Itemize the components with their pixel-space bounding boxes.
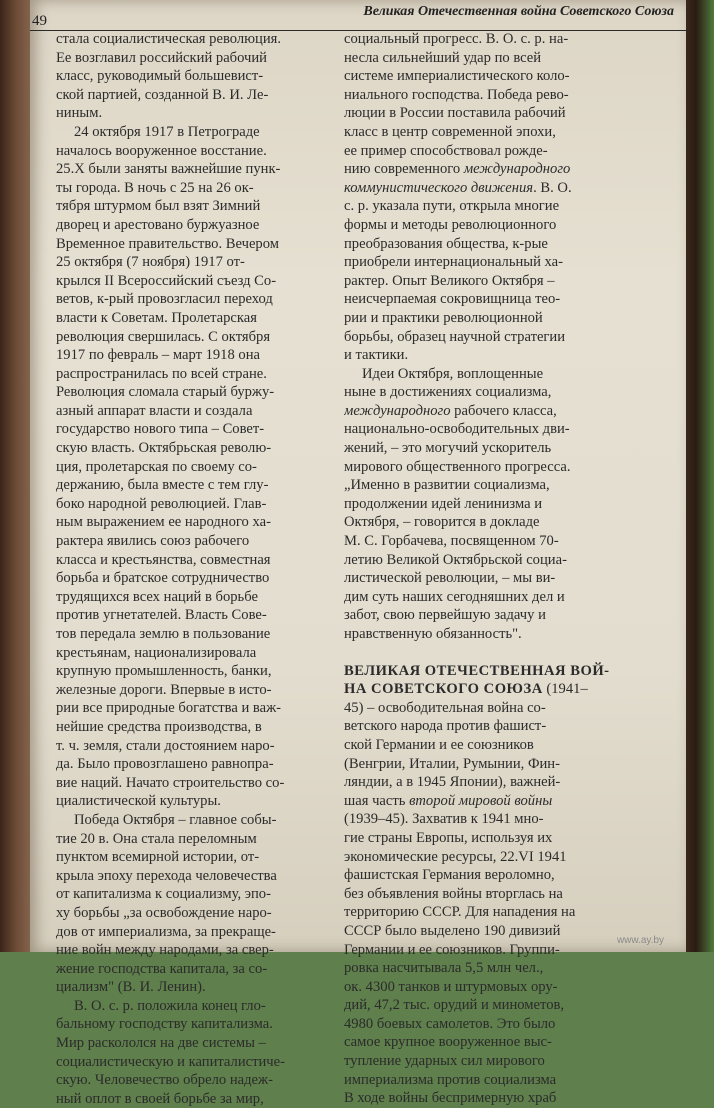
text-line: Победа Октября – главное собы- [74, 811, 277, 828]
text-line: власти к Советам. Пролетарская [56, 309, 257, 326]
text-line: Революция сломала старый буржу- [56, 384, 275, 401]
text-line: 1917 по февраль – март 1918 она [56, 347, 261, 364]
text-line: Идеи Октября, воплощенные [362, 365, 544, 382]
text-line: борьбы, образец научной стратегии [344, 328, 566, 345]
text-line: нию современного международного [344, 161, 571, 178]
text-line: вие наций. Начато строительство со- [56, 774, 285, 791]
text-line: М. С. Горбачева, посвященном 70- [344, 533, 559, 550]
book-binding-left [0, 0, 34, 952]
text-line: бальному господству капитализма. [56, 1016, 273, 1033]
text-line: продолжении идей ленинизма и [344, 495, 543, 512]
text-line: ветского народа против фашист- [344, 718, 547, 735]
text-line: шая часть второй мировой войны [344, 792, 553, 809]
text-line: международного рабочего класса, [344, 402, 557, 419]
text-line: 25.X были заняты важнейшие пунк- [56, 161, 281, 178]
page-number: 49 [32, 13, 47, 29]
text-line: рии все природные богатства и важ- [56, 700, 282, 717]
right-column [344, 30, 662, 1108]
text-line: „Именно в развитии социализма, [344, 477, 550, 494]
text-line: ние войн между народами, за свер- [56, 942, 274, 959]
text-line: класс в центр современной эпохи, [344, 123, 556, 140]
text-line: с. р. указала пути, открыла многие [344, 198, 560, 215]
text-line: ты города. В ночь с 25 на 26 ок- [56, 179, 254, 196]
text-line: системе империалистического коло- [344, 68, 570, 85]
text-line: нравственную обязанность". [344, 626, 522, 642]
text-line: жений, – это могучий ускоритель [344, 440, 552, 457]
text-line: дворец и арестовано буржуазное [56, 216, 260, 233]
text-line: ныне в достижениях социализма, [344, 384, 552, 401]
text-line: ным выражением ее народного ха- [56, 514, 271, 531]
text-line: железные дороги. Впервые в исто- [56, 681, 272, 698]
text-line: формы и методы революционного [344, 216, 557, 233]
text-line: рактера явились союз рабочего [56, 533, 250, 550]
text-line: несла сильнейший удар по всей [344, 49, 542, 66]
paragraph-october-ideas [344, 365, 662, 644]
text-line: держанию, была вместе с тем глу- [56, 477, 269, 494]
book-page [30, 0, 686, 1107]
text-line: крылся II Всероссийский съезд Со- [56, 272, 277, 289]
left-column [56, 30, 338, 1108]
text-line: ской партией, созданной В. И. Ле- [56, 86, 269, 103]
text-line: пунктом всемирной истории, от- [56, 849, 260, 866]
text-line: азный аппарат власти и создала [56, 402, 253, 419]
entry-heading-title: НА СОВЕТСКОГО СОЮЗА [344, 681, 543, 698]
text-line: класс, руководимый большевист- [56, 68, 264, 85]
text-line: империализма против социализма [344, 1071, 557, 1088]
text-line: ниального господства. Победа рево- [344, 86, 569, 103]
text-line: ный оплот в своей борьбе за мир, [56, 1090, 264, 1107]
text-line: циализм" (В. И. Ленин). [56, 979, 206, 996]
text-line: фашистская Германия вероломно, [344, 867, 555, 884]
text-line: боко народной революцией. Глав- [56, 495, 267, 512]
text-line: мирового общественного прогресса. [344, 458, 571, 475]
text-line: нейшие средства производства, в [56, 718, 262, 735]
text-line: 4980 боевых самолетов. Это было [344, 1015, 556, 1032]
text-line: экономические ресурсы, 22.VI 1941 [344, 848, 567, 865]
text-line: скую власть. Октябрьская револю- [56, 440, 272, 457]
text-line: В. О. с. р. положила конец гло- [74, 997, 266, 1014]
text-line: государство нового типа – Совет- [56, 421, 265, 438]
text-line: скую. Человечество обрело надеж- [56, 1072, 273, 1089]
watermark: www.ay.by [616, 935, 664, 946]
text-line: без объявления войны вторглась на [344, 885, 563, 902]
text-line: ция, пролетарская по своему со- [56, 458, 257, 475]
entry-body [344, 699, 662, 1108]
text-line: трудящихся всех наций в борьбе [56, 588, 258, 605]
text-line: рактер. Опыт Великого Октября – [344, 272, 555, 289]
text-line: приобрели интернациональный ха- [344, 254, 563, 271]
text-line: 25 октября (7 ноября) 1917 от- [56, 254, 245, 271]
text-line: В ходе войны беспримерную храб [344, 1090, 557, 1107]
text-line: революция свершилась. С октября [56, 328, 271, 345]
text-line: класса и крестьянства, совместная [56, 551, 271, 568]
text-line: рии и практики революционной [344, 309, 543, 326]
text-line: ниным. [56, 105, 103, 122]
text-line: тов передала землю в пользование [56, 626, 271, 642]
text-line: стала социалистическая революция. [56, 31, 282, 47]
text-line: 24 октября 1917 в Петрограде [74, 123, 260, 140]
text-line: 45) – освободительная война со- [344, 699, 546, 716]
text-line: от капитализма к социализму, эпо- [56, 886, 271, 903]
text-line: ее пример способствовал рожде- [344, 142, 548, 159]
text-line: социальный прогресс. В. О. с. р. на- [344, 31, 569, 47]
text-line: листической революции, – мы ви- [344, 570, 556, 587]
text-line: (1939–45). Захватив к 1941 мно- [344, 811, 544, 828]
entry-heading-line-1: ВЕЛИКАЯ ОТЕЧЕСТВЕННАЯ ВОЙ- [344, 662, 610, 679]
text-line: ской Германии и ее союзников [344, 736, 534, 753]
text-line: преобразования общества, к-рые [344, 235, 548, 252]
text-line: коммунистического движения. В. О. [344, 179, 572, 196]
text-line: территорию СССР. Для нападения на [344, 904, 576, 921]
text-line: борьба и братское сотрудничество [56, 570, 270, 587]
text-line: люции в России поставила рабочий [344, 105, 566, 122]
text-line: распространилась по всей стране. [56, 365, 267, 382]
text-line: Мир раскололся на две системы – [56, 1035, 266, 1052]
text-line: тие 20 в. Она стала переломным [56, 830, 257, 847]
page-header [30, 4, 686, 31]
text-line: Временное правительство. Вечером [56, 235, 279, 252]
text-line: началось вооруженное восстание. [56, 142, 267, 159]
entry-heading-line-2 [344, 680, 662, 699]
text-line: национально-освободительных дви- [344, 421, 570, 438]
text-line: т. ч. земля, стали достоянием наро- [56, 737, 275, 754]
text-line: самое крупное вооруженное выс- [344, 1034, 552, 1051]
paragraph-october-legacy [344, 30, 662, 365]
text-line: циалистической культуры. [56, 793, 221, 810]
text-line: Германии и ее союзников. Группи- [344, 941, 560, 958]
text-line: забот, свою первейшую задачу и [344, 607, 546, 624]
text-line: социалистическую и капиталистиче- [56, 1053, 285, 1070]
text-line: тября штурмом был взят Зимний [56, 198, 261, 215]
text-line: крупную промышленность, банки, [56, 663, 272, 680]
text-line: ровка насчитывала 5,5 млн чел., [344, 960, 544, 977]
text-line: неисчерпаемая сокровищница тео- [344, 291, 561, 308]
book-edge-right [684, 0, 714, 952]
text-line: ветов, к-рый провозгласил переход [56, 291, 273, 308]
text-line: (Венгрии, Италии, Румынии, Фин- [344, 755, 560, 772]
text-line: Ее возглавил российский рабочий [56, 49, 267, 66]
text-line: СССР было выделено 190 дивизий [344, 922, 561, 939]
entry-heading-years: (1941– [546, 681, 588, 698]
running-head: Великая Отечественная война Советского Союза [363, 4, 674, 19]
text-line: да. Было провозглашено равнопра- [56, 756, 274, 773]
text-line: Октября, – говорится в докладе [344, 514, 540, 531]
text-line: крыла эпоху перехода человечества [56, 867, 277, 884]
text-line: летию Великой Октябрьской социа- [344, 551, 567, 568]
text-line: ок. 4300 танков и штурмовых ору- [344, 978, 558, 995]
text-line: ляндии, а в 1945 Японии), важней- [344, 774, 561, 791]
text-line: ху борьбы „за освобождение наро- [56, 904, 272, 921]
text-line: и тактики. [344, 347, 409, 364]
text-line: дий, 47,2 тыс. орудий и минометов, [344, 997, 565, 1014]
text-line: жение господства капитала, за со- [56, 960, 268, 977]
text-line: против угнетателей. Власть Сове- [56, 607, 267, 624]
text-line: дим суть наших сегодняшних дел и [344, 588, 565, 605]
text-line: дов от империализма, за прекраще- [56, 923, 276, 940]
text-line: тупление ударных сил мирового [344, 1053, 545, 1070]
text-line: гие страны Европы, используя их [344, 829, 553, 846]
text-line: крестьянам, национализировала [56, 644, 257, 661]
